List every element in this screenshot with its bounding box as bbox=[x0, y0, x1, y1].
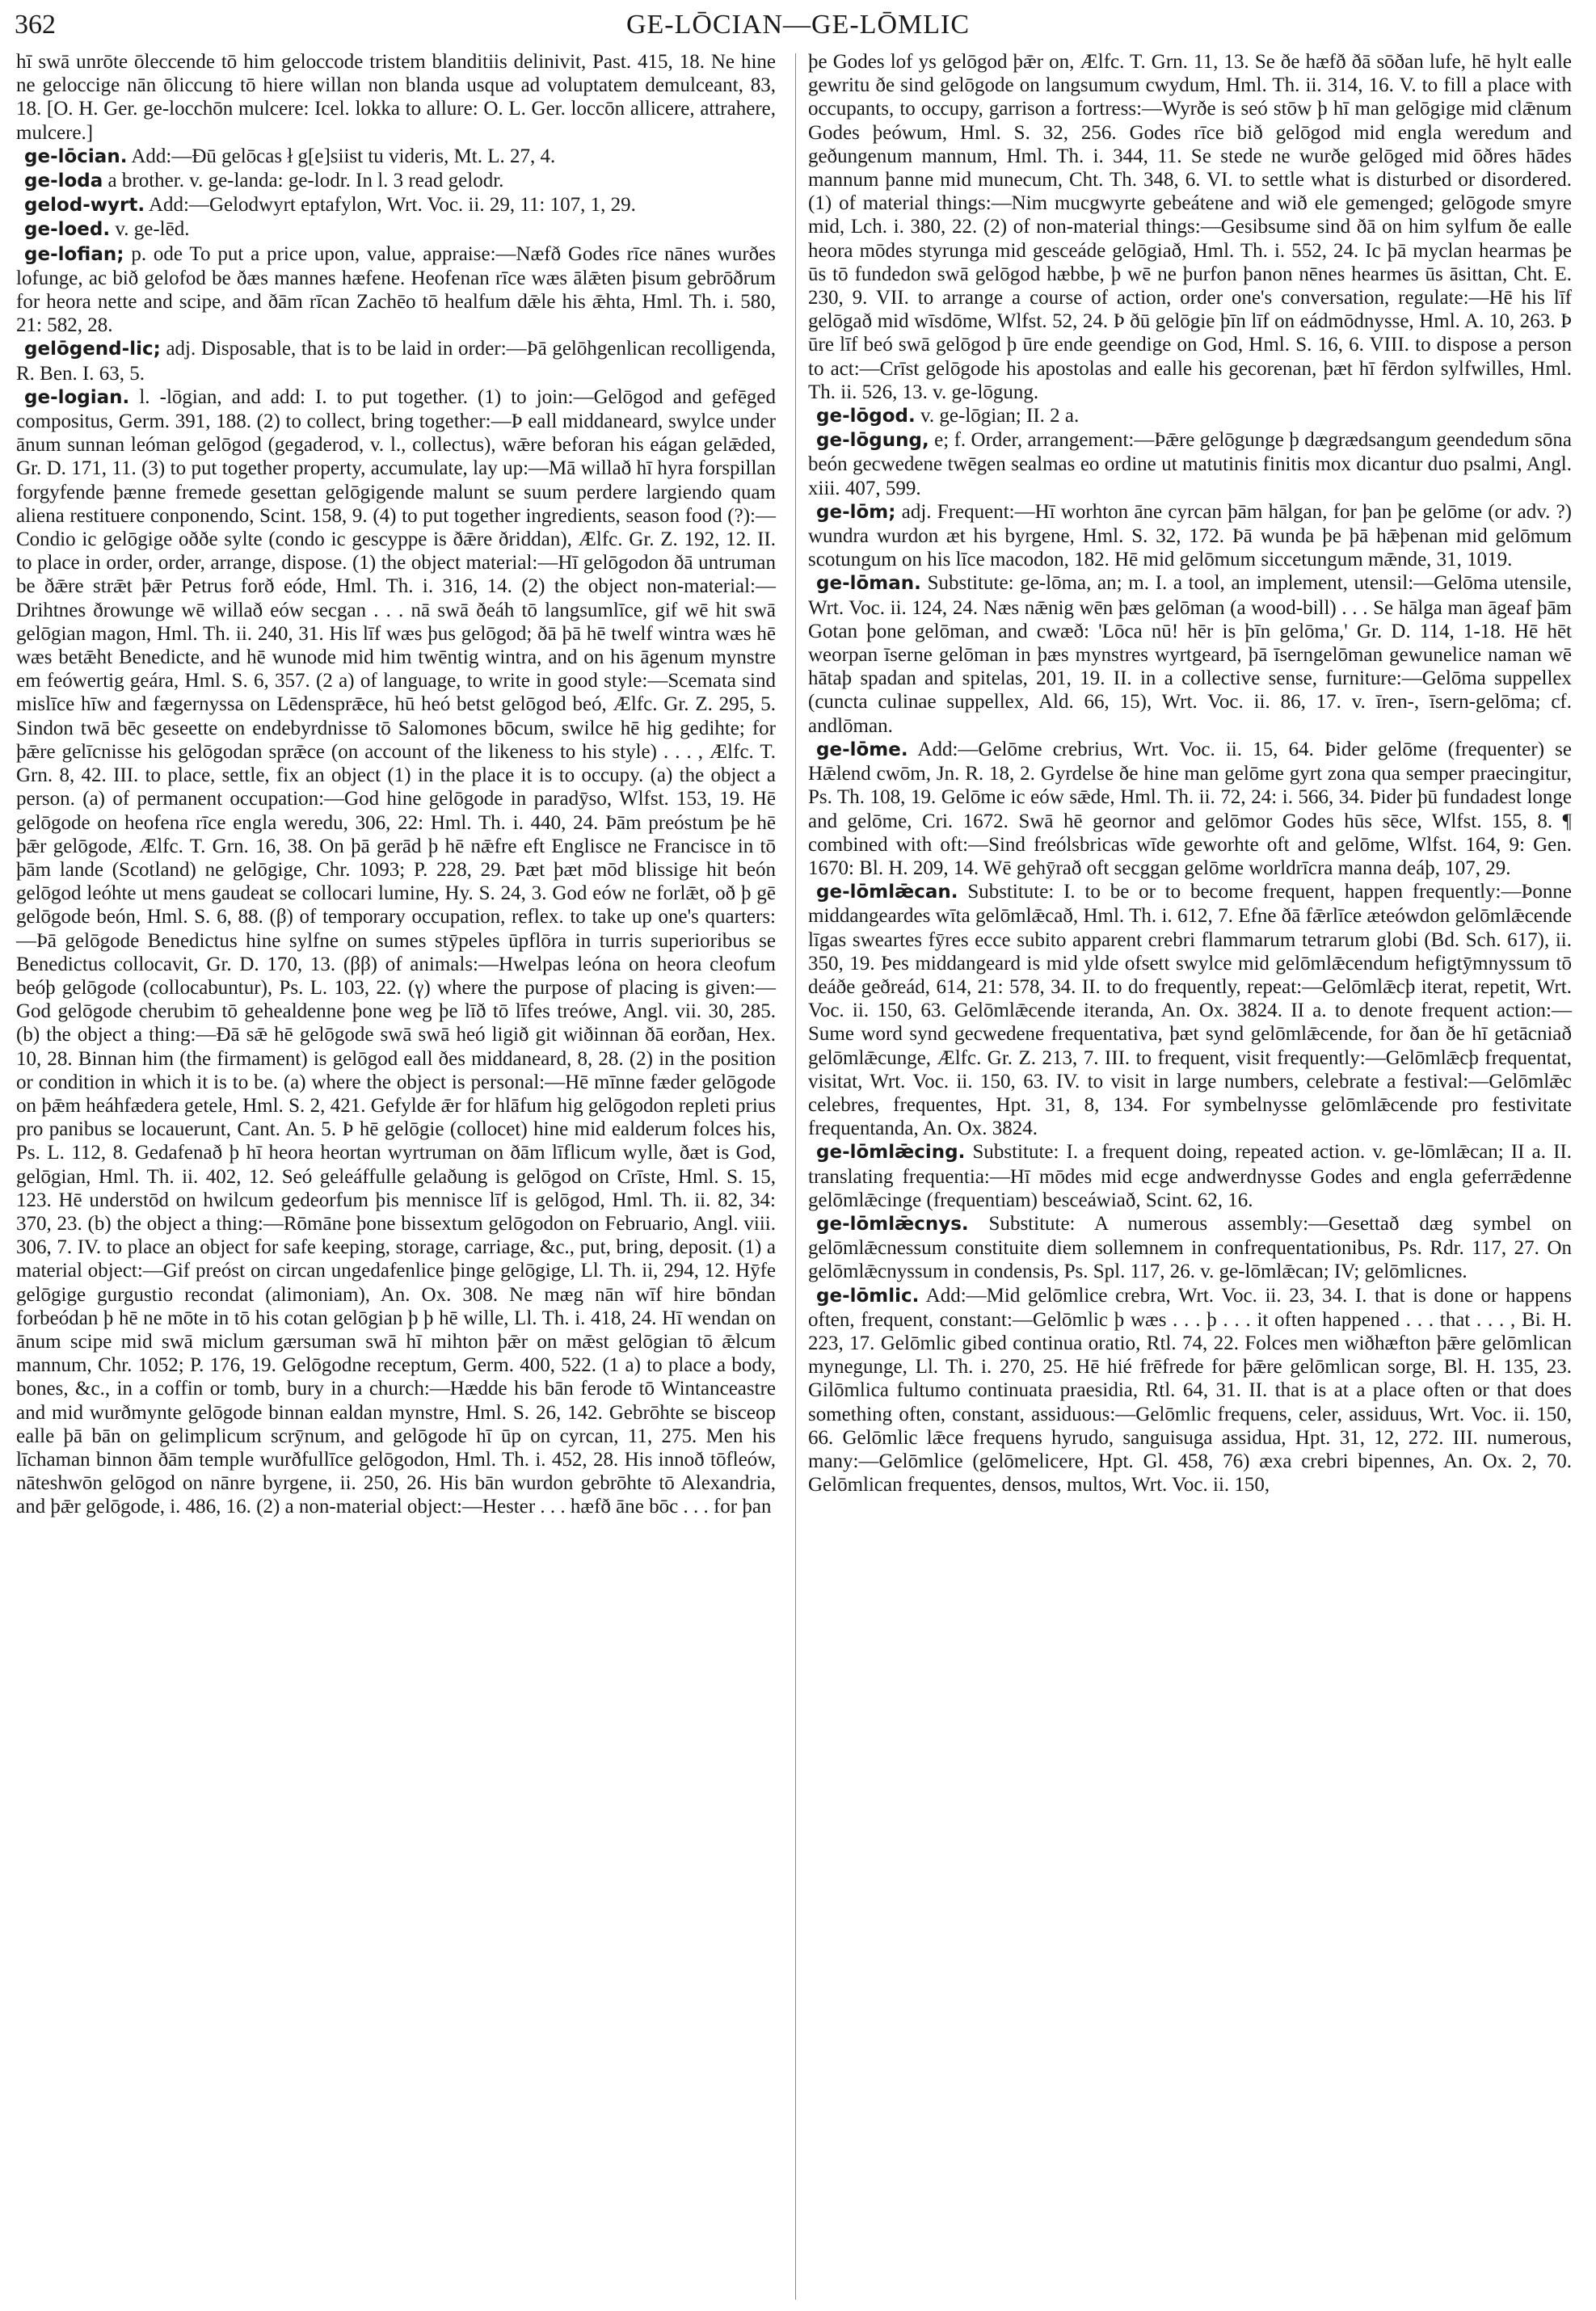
dictionary-entry bbox=[808, 404, 1572, 428]
entry-headword: ge-lōgung, bbox=[816, 430, 929, 452]
dictionary-entry bbox=[16, 145, 776, 169]
dictionary-entry bbox=[808, 1212, 1572, 1284]
dictionary-entry bbox=[808, 1284, 1572, 1497]
entry-body: Substitute: I. a frequent doing, repeated action. v. ge-lōmlǣcan; II a. II. translating frequentia:—Hī mōdes mid ecge andwerdnysse Godes and engla geferrǣdenne gelōmlǣcinge (frequentiam) besceáwiað, Scint. 62, 16. bbox=[808, 1141, 1572, 1211]
entry-body: p. ode To put a price upon, value, appraise:—Næfð Godes rīce nānes wurðes lofunge, ac bið gelofod be ðæs mannes hæfene. Heofenan rīce wæs ālǣten þisum gebrōðrum for heora nette and scipe, and ðām rīcan Zachēo tō healfum dǣle his ǣhta, Hml. Th. i. 580, 21: 582, 28. bbox=[16, 242, 777, 337]
left-column bbox=[16, 50, 776, 1519]
page-title: GE-LŌCIAN—GE-LŌMLIC bbox=[625, 10, 971, 40]
dictionary-entry bbox=[808, 1140, 1572, 1212]
entry-body: Add:—Mid gelōmlice crebra, Wrt. Voc. ii. 23, 34. I. that is done or happens often, frequent, constant:—Gelōmlic þ wæs . . . þ . . . it often happened . . . that . . . , Bi. H. 223, 17. Gelōmlic gibed continua oratio, Rtl. 74, 22. Folces men wiðhæfton þǣre gelōmlican mynegunge, Ll. Th. i. 270, 25. Hē hié frēfrede for þǣre gelōmlican sorge, Bl. H. 135, 23. Gilōmlica fultumo continuata praesidia, Rtl. 64, 31. II. that is at a place often or that does something often, constant, assiduous:—Gelōmlic frequens, celer, assiduus, Wrt. Voc. ii. 150, 66. Gelōmlic lǣce frequens hyrudo, sanguisuga assidua, Hpt. 31, 12, 272. III. numerous, many:—Gelōmlice (gelōmelicere, Hpt. Gl. 458, 76) æxa crebri bipennes, An. Ox. 2, 70. Gelōmlican frequentes, densos, multos, Wrt. Voc. ii. 150, bbox=[808, 1284, 1572, 1496]
right-column bbox=[808, 50, 1572, 1496]
entry-headword: ge-lōman. bbox=[816, 573, 921, 595]
dictionary-entry bbox=[16, 50, 776, 145]
dictionary-entry bbox=[808, 738, 1572, 880]
entry-headword: ge-lōmlǣcan. bbox=[816, 882, 958, 903]
dictionary-entry bbox=[16, 242, 776, 338]
entry-headword: ge-lofian; bbox=[24, 243, 124, 265]
entry-headword: ge-lōcian. bbox=[24, 145, 128, 167]
entry-body: Add:—Ðū gelōcas ł g[e]siist tu videris, Mt. L. 27, 4. bbox=[131, 145, 556, 167]
entry-body: adj. Disposable, that is to be laid in order:—Þā gelōhgenlican recolligenda, R. Ben. I. 63, 5. bbox=[16, 338, 776, 385]
entry-body: v. ge-lōgian; II. 2 a. bbox=[920, 405, 1080, 427]
dictionary-entry bbox=[808, 50, 1572, 404]
dictionary-entry bbox=[808, 428, 1572, 500]
dictionary-entry bbox=[16, 169, 776, 193]
entry-body: Substitute: ge-lōma, an; m. I. a tool, an implement, utensil:—Gelōma utensile, Wrt. Voc. ii. 124, 24. Næs nǣnig wēn þæs gelōman (a wood-bill) . . . Se hālga man āgeaf þām Gotan þone gelōman, and cwæð: 'Lōca nū! hēr is þīn gelōma,' Gr. D. 114, 1-18. Hē hēt weorpan īserne gelōman in þæs mynstres wyrtgeard, þā īserngelōman gewunelice naman wē hātaþ spadan and spitelas, 201, 19. II. in a collective sense, furniture:—Gelōma suppellex (cuncta culinae suppellex, Ald. 66, 15), Wrt. Voc. ii. 86, 17. v. īren-, īsern-gelōma; cf. andlōman. bbox=[808, 572, 1572, 737]
dictionary-entry bbox=[16, 337, 776, 385]
entry-headword: gelod-wyrt. bbox=[24, 195, 145, 217]
entry-headword: ge-lōmlǣcnys. bbox=[816, 1213, 969, 1235]
entry-body: adj. Frequent:—Hī worhton āne cyrcan þām hālgan, for þan þe gelōme (or adv. ?) wundra wurdon æt his byrgene, Hml. S. 32, 172. Þā wunda þe þā hǣþenan mid gelōmum scotungum on his līce macodon, 182. Hē mid gelōmum siccetungum mǣnde, 31, 1019. bbox=[808, 500, 1573, 571]
entry-body: a brother. v. ge-landa: ge-lodr. In l. 3 read gelodr. bbox=[107, 170, 504, 192]
entry-body: Substitute: A numerous assembly:—Gesettað dæg symbel on gelōmlǣcnessum constituite diem sollemnem in confrequentationibus, Ps. Rdr. 117, 27. On gelōmlǣcnyssum in condensis, Ps. Spl. 117, 26. v. ge-lōmlǣcan; IV; gelōmlicnes. bbox=[808, 1212, 1572, 1283]
dictionary-entry bbox=[808, 500, 1572, 572]
entry-headword: ge-lōme. bbox=[816, 739, 908, 760]
dictionary-entry bbox=[808, 571, 1572, 737]
dictionary-entry bbox=[16, 217, 776, 242]
entry-body: l. -lōgian, and add: I. to put together. (1) to join:—Gelōgod and gefēged compositus, Germ. 391, 188. (2) to collect, bring together:—Þ eall middaneard, swylce under ānum sunnan leóman gelōgod (gegaderod, v. l., collectus), wǣre beforan his eágan gelǣded, Gr. D. 171, 11. (3) to put together property, accumulate, lay up:—Mā willað hī hyra forspillan forgyfende þænne fremede gesettan gelōgigende malunt se suum perdere largiendo quam aliena restituere conponendo, Scint. 158, 9. (4) to put together ingredients, season food (?):—Condio ic gelōgige oððe sylte (condo ic gescyppe is ðǣre ðriddan), Ælfc. Gr. Z. 192, 12. II. to place in order, order, arrange, dispose. (1) the object material:—Hī gelōgodon ðā untruman be ðǣre strǣt þǣr Petrus forð eóde, Hml. Th. i. 316, 14. (2) the object non-material:—Drihtnes ðrowunge wē willað eów secgan . . . nā swā ðeáh tō langsumlīce, gif wē hit swā gelōgian magon, Hml. Th. ii. 240, 31. His līf wæs þus gelōgod; ðā þā hē twelf wintra wæs hē wæs betǣht Benedicte, and hē wunode mid him twēntig wintra, and on his āgenum mynstre em feówertig geára, Hml. S. 6, 357. (2 a) of language, to write in good style:—Scemata sind mislīce hīw and fægernyssa on Lēdensprǣce, hū heó betst gelōgod beó, Ælfc. Gr. Z. 295, 5. Sindon twā bēc geseette on endebyrdnisse tō Salomones bōcum, swilce hē hig gedihte; for þǣre gelīcnisse his gelōgodan sprǣce (on account of the likeness to his style) . . . , Ælfc. T. Grn. 8, 42. III. to place, settle, fix an object (1) in the place it is to occupy. (a) the object a person. (a) of permanent occupation:—God hine gelōgode in paradȳso, Wlfst. 153, 19. Hē gelōgode on heofena rīce engla weredu, 306, 22: Hml. Th. i. 440, 24. Þām preóstum þe hē þǣr gelōgode, Ælfc. T. Grn. 16, 38. On þā gerād þ hē nǣfre eft Englisce ne Francisce in tō þām lande (Scotland) ne gelōgige, Chr. 1093; P. 228, 29. Þæt þæt mōd blissige hit beón gelōgod leóhte ut mens gaudeat se collocari lumine, Hy. S. 24, 3. God eów ne forlǣt, oð þ gē gelōgode beón, Hml. S. 6, 88. (β) of temporary occupation, reflex. to take up one's quarters:—Þā gelōgode Benedictus hine sylfne on sumes stȳpeles ūpflōra in turris superioribus se Benedictus collocavit, Gr. D. 170, 13. (ββ) of animals:—Hwelpas leóna on heora cleofum beóþ gelōgode (collocabuntur), Ps. L. 103, 22. (γ) where the purpose of placing is given:—God gelōgode cherubim tō gehealdenne þone weg þe līð tō līfes treówe, Angl. vii. 30, 285. (b) the object a thing:—Ðā sǣ hē gelōgode swā swā heó ligið git wiðinnan ðā eorðan, Hex. 10, 28. Binnan him (the firmament) is gelōgod eall ðes middaneard, 8, 28. (2) in the position or condition in which it is to be. (a) where the object is personal:—Hē mīnne fæder gelōgode on þǣm heáhfædera getele, Hml. S. 2, 421. Gefylde ǣr for hlāfum hig gelōgodon repleti prius pro panibus se locauerunt, Cant. An. 5. Þ hē gelōgie (collocet) hine mid ealderum folces his, Ps. L. 112, 8. Gedafenað þ hī heora heortan wyrtruman on ðām līflicum wylle, ðæt is God, gelōgian, Hml. Th. ii. 402, 12. Seó geleáffulle gelaðung is gelōgod on Crīste, Hml. S. 15, 123. Hē understōd on hwilcum gedeorfum þis mennisce līf is gelōgod, Hml. Th. ii. 82, 34: 370, 23. (b) the object a thing:—Rōmāne þone bissextum gelōgodon on Februario, Angl. viii. 306, 7. IV. to place an object for safe keeping, storage, carriage, &c., put, bring, deposit. (1) a material object:—Gif preóst on circan ungedafenlice þinge gelōgige, Ll. Th. ii, 294, 12. Hȳfe gelōgige gurgustio recondat (alimoniam), An. Ox. 308. Ne mæg nān wīf hire bōndan forbeódan þ hē ne mōte in tō his cotan gelōgian þ þ hē wille, Ll. Th. i. 418, 24. Hī wendan on ānum scipe mid swā miclum gærsuman swā hī mihton þǣr on mǣst gelōgian tō ǣlcum mannum, Chr. 1052; P. 176, 19. Gelōgodne receptum, Germ. 400, 522. (1 a) to place a body, bones, &c., in a coffin or tomb, bury in a church:—Hædde his bān ferode tō Wintanceastre and mid wurðmynte gelōgode binnan ealdan mynstre, Hml. S. 26, 142. Gebrōhte se bisceop ealle þā bān on gelimplicum scrȳnum, and gelōgode hī ūp on cyrcan, 11, 275. Men his līchaman binnon ðām temple wurðfullīce gelōgodon, Hml. Th. i. 452, 28. His innoð tōfleów, nāteshwōn gelōgod on nānre byrgene, ii. 250, 26. His bān wurdon gebrōhte tō Alexandria, and þǣr gelōgode, i. 486, 16. (2) a non-material object:—Hester . . . hæfð āne bōc . . . for þan bbox=[16, 385, 777, 1518]
entry-headword: ge-lōmlic. bbox=[816, 1285, 920, 1307]
entry-body: þe Godes lof ys gelōgod þǣr on, Ælfc. T. Grn. 11, 13. Se ðe hæfð ðā sōðan lufe, hē hylt ealle gewritu ðe sind gelōgode on langsumum cwydum, Hml. Th. ii. 314, 16. V. to fill a place with occupants, to occupy, garrison a fortress:—Wyrðe is seó stōw þ hī man gelōgige mid clǣnum Godes þeówum, Hml. S. 32, 256. Godes rīce bið gelōgod mid engla weredum and geðungenum mannum, Hml. Th. i. 344, 11. Se stede ne wurðe gelōged mid ōðres hādes mannum þanne mid munecum, Cht. Th. 348, 6. VI. to settle what is disturbed or disordered. (1) of material things:—Nim mucgwyrte gebeátene and wið ele gemenged; gelōgode smyre mid, Lch. i. 380, 22. (2) of non-material things:—Gesibsume sind ðā on him sylfum ðe ealle heora mōdes styrunga mid gesceáde gelōgiað, Hml. Th. i. 552, 24. Ic þā myclan hearmas þe ūs tō fundedon swā gelōgod hæbbe, þ wē ne þurfon þanon nēnes hearmes ūs āsittan, Cht. E. 230, 9. VII. to arrange a course of action, order one's conversation, regulate:—Hē his līf gelōgað mid wīsdōme, Wlfst. 52, 24. Þ ðū gelōgie þīn līf on eádmōdnysse, Hml. A. 10, 263. Þ ūre līf beó swā gelōgod þ ūre ende geendige on God, Hml. S. 16, 6. VIII. to dispose a person to act:—Crīst gelōgode his apostolas and ealle his gecorenan, þæt hī fērdon sylfwilles, Hml. Th. ii. 526, 13. v. ge-lōgung. bbox=[808, 51, 1572, 403]
entry-headword: ge-logian. bbox=[24, 386, 130, 408]
dictionary-entry bbox=[16, 193, 776, 217]
dictionary-entry bbox=[16, 385, 776, 1519]
entry-body: Add:—Gelōme crebrius, Wrt. Voc. ii. 15, 64. Þider gelōme (frequenter) se Hǣlend cwōm, Jn. R. 18, 2. Gyrdelse ðe hine man gelōme gyrt zona qua semper praecingitur, Ps. Th. 108, 19. Gelōme ic eów sǣde, Hml. Th. ii. 72, 24: i. 566, 34. Þider þū fundadest longe and gelōme, Cri. 1672. Swā hē geornor and gelōmor Godes hūs sēce, Wlfst. 155, 8. ¶ combined with oft:—Sind freólsbricas wīde geworhte oft and gelōme, Wlfst. 164, 9: Gen. 1670: Bl. H. 209, 14. Wē gehȳrað oft secggan gelōme worldrīcra manna deáþ, 107, 29. bbox=[808, 738, 1573, 879]
entry-headword: ge-lōm; bbox=[816, 501, 896, 523]
entry-body: v. ge-lēd. bbox=[115, 218, 190, 241]
entry-headword: ge-lōgod. bbox=[816, 406, 916, 427]
entry-body: e; f. Order, arrangement:—Þǣre gelōgunge þ dægrædsangum geendedum sōna beón gecwedene twēgen sealmas eo ordine ut matutinis finitis mox dicantur duo psalmi, Angl. xiii. 407, 599. bbox=[808, 429, 1573, 499]
entry-body: hī swā unrōte ōleccende tō him geloccode tristem blanditiis delinivit, Past. 415, 18. Ne hine ne geloccige nān ōliccung tō hiere willan non blanda usque ad voluptatem demulceant, 83, 18. [O. H. Ger. ge-locchōn mulcere: Icel. lokka to allure: O. L. Ger. loccōn allicere, attrahere, mulcere.] bbox=[16, 51, 776, 144]
entry-headword: ge-lōmlǣcing. bbox=[816, 1142, 966, 1164]
page-number: 362 bbox=[15, 10, 56, 40]
dictionary-entry bbox=[808, 880, 1572, 1140]
column-divider bbox=[795, 53, 796, 2300]
entry-headword: ge-loed. bbox=[24, 219, 111, 241]
entry-headword: ge-loda bbox=[24, 170, 103, 192]
page-header bbox=[0, 5, 1596, 45]
entry-body: Substitute: I. to be or to become frequent, happen frequently:—Þonne middangeardes wīta gelōmlǣcað, Hml. Th. i. 612, 7. Efne ðā fǣrlīce æteówdon gelōmlǣcende līgas sweartes fȳres ecce subito apparent crebri flammarum tetrarum globi (Bd. Sch. 617), ii. 350, 19. Þes middangeard is mid ylde ofsett swylce mid gelōmlǣcendum hefigtȳmnyssum tō deáðe geðreád, 614, 21: 578, 34. II. to do frequently, repeat:—Gelōmlǣcþ iterat, repetit, Wrt. Voc. ii. 150, 63. Gelōmlǣcende iteranda, An. Ox. 3824. II a. to denote frequent action:—Sume word synd gecwedene frequentativa, þæt synd gelōmlǣcende, for ðan ðe hī getācniað gelōmlǣcunge, Ælfc. Gr. Z. 213, 7. III. to frequent, visit frequently:—Gelōmlǣcþ frequentat, visitat, Wrt. Voc. ii. 150, 63. IV. to visit in large numbers, celebrate a festival:—Gelōmlǣc celebres, frequentes, Hpt. 31, 8, 134. For symbelnysse gelōmlǣcende pro festivitate frequentanda, An. Ox. 3824. bbox=[808, 881, 1573, 1140]
entry-headword: gelōgend-lic; bbox=[24, 339, 161, 360]
entry-body: Add:—Gelodwyrt eptafylon, Wrt. Voc. ii. 29, 11: 107, 1, 29. bbox=[148, 194, 636, 217]
